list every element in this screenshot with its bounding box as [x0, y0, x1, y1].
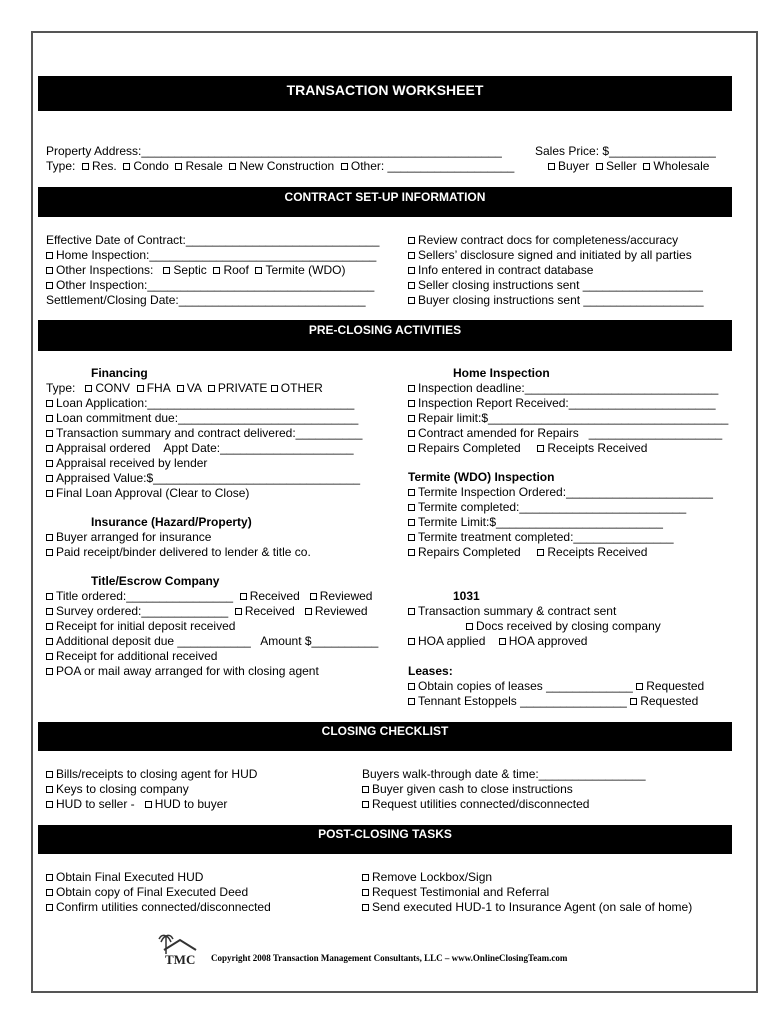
checkbox-condo[interactable]	[123, 163, 130, 170]
testimonial-label: Request Testimonial and Referral	[372, 885, 550, 899]
hoa-row	[408, 634, 587, 649]
financing-item	[46, 486, 249, 501]
copyright-text: Copyright 2008 Transaction Management Consultants, LLC – www.OnlineClosingTeam.com	[211, 953, 568, 963]
checkbox-poa[interactable]	[46, 668, 53, 675]
postclosing-item	[362, 885, 549, 900]
info-entered-label: Info entered in contract database	[418, 263, 594, 277]
contract-right-item	[408, 278, 703, 293]
checkbox-confirm-utilities[interactable]	[46, 904, 53, 911]
other-inspections-row	[46, 263, 345, 278]
sales-price[interactable]: Sales Price: $________________	[535, 144, 716, 158]
inspection-repairs-row	[408, 441, 647, 456]
va-label: VA	[186, 381, 202, 395]
buyer-instructions-field[interactable]: Buyer closing instructions sent __________________	[418, 293, 704, 307]
termite-item	[408, 500, 686, 515]
checkbox-buyer-cash[interactable]	[362, 786, 369, 793]
checkbox-buyer[interactable]	[548, 163, 555, 170]
termite-ordered-field[interactable]: Termite Inspection Ordered:______________________	[418, 485, 713, 499]
exchange-1031-heading: 1031	[453, 589, 480, 603]
contract-right-item	[408, 263, 593, 278]
checkbox-paid-receipt[interactable]	[46, 549, 53, 556]
checkbox-termite-limit[interactable]	[408, 519, 415, 526]
receipt-initial-label: Receipt for initial deposit received	[56, 619, 236, 633]
closing-item	[362, 782, 573, 797]
additional-deposit-field[interactable]: Additional deposit due ___________	[56, 634, 251, 648]
inspection-deadline-field[interactable]: Inspection deadline:_____________________________	[418, 381, 719, 395]
financing-item	[46, 456, 207, 471]
send-hud1-label: Send executed HUD-1 to Insurance Agent (on sale of home)	[372, 900, 693, 914]
checkbox-other-financing[interactable]	[271, 385, 278, 392]
title-received-label: Received	[249, 589, 300, 603]
checkbox-appraisal-ordered[interactable]	[46, 445, 53, 452]
checkbox-termite-repairs-completed[interactable]	[408, 549, 415, 556]
roof-label: Roof	[223, 263, 249, 277]
title-company-heading: Title/Escrow Company	[91, 574, 220, 588]
checkbox-va[interactable]	[177, 385, 184, 392]
termite-limit-field[interactable]: Termite Limit:$_________________________	[418, 515, 663, 529]
keys-label: Keys to closing company	[56, 782, 189, 796]
financing-type-row	[46, 381, 323, 396]
other-financing-label: OTHER	[280, 381, 323, 395]
title-bar	[38, 76, 732, 111]
checkbox-buyer-insurance[interactable]	[46, 534, 53, 541]
checkbox-wholesale[interactable]	[643, 163, 650, 170]
contract-right-item	[408, 233, 678, 248]
financing-item	[46, 411, 358, 426]
checkbox-termite[interactable]	[255, 267, 262, 274]
checkbox-septic[interactable]	[163, 267, 170, 274]
appraised-value-field[interactable]: Appraised Value:$_______________________________	[56, 471, 361, 485]
checkbox-roof[interactable]	[213, 267, 220, 274]
checkbox-final-hud[interactable]	[46, 874, 53, 881]
checkbox-res[interactable]	[82, 163, 89, 170]
checkbox-keys[interactable]	[46, 786, 53, 793]
title-item	[46, 619, 235, 634]
conv-label: CONV	[95, 381, 131, 395]
inspection-item	[408, 411, 728, 426]
checkbox-review-contract[interactable]	[408, 237, 415, 244]
insurance-heading: Insurance (Hazard/Property)	[91, 515, 252, 529]
repair-limit-field[interactable]: Repair limit:$____________________________________	[418, 411, 729, 425]
checkbox-sellers-disclosure[interactable]	[408, 252, 415, 259]
checkbox-termite-ordered[interactable]	[408, 489, 415, 496]
checkbox-1031-summary[interactable]	[408, 608, 415, 615]
checkbox-buyer-instructions[interactable]	[408, 297, 415, 304]
inspection-item	[408, 381, 718, 396]
lease-estoppels-row	[408, 694, 698, 709]
termite-item	[408, 515, 663, 530]
buyer-insurance-label: Buyer arranged for insurance	[56, 530, 212, 544]
tmc-logo-icon	[158, 932, 202, 966]
seller-instructions-field[interactable]: Seller closing instructions sent __________________	[418, 278, 703, 292]
termite-repairs-row	[408, 545, 647, 560]
exchange-docs-label: Docs received by closing company	[476, 619, 661, 633]
checkbox-request-utilities[interactable]	[362, 801, 369, 808]
paid-receipt-label: Paid receipt/binder delivered to lender & title co.	[56, 545, 311, 559]
appraisal-received-label: Appraisal received by lender	[56, 456, 208, 470]
checkbox-survey-received[interactable]	[235, 608, 242, 615]
other-inspection-field[interactable]: Other Inspection:__________________________________	[56, 278, 375, 292]
request-utilities-label: Request utilities connected/disconnected	[372, 797, 590, 811]
checkbox-bills-receipts[interactable]	[46, 771, 53, 778]
checkbox-survey-reviewed[interactable]	[305, 608, 312, 615]
estoppels-field[interactable]: Tennant Estoppels ________________	[418, 694, 627, 708]
type-other-field[interactable]: Other: ___________________	[350, 159, 515, 173]
checkbox-remove-lockbox[interactable]	[362, 874, 369, 881]
survey-reviewed-label: Reviewed	[314, 604, 368, 618]
fha-label: FHA	[146, 381, 171, 395]
estoppels-requested-label: Requested	[640, 694, 699, 708]
survey-ordered-row	[46, 604, 368, 619]
checkbox-conv[interactable]	[85, 385, 92, 392]
termite-item	[408, 485, 713, 500]
checkbox-termite-treatment[interactable]	[408, 534, 415, 541]
amount-field[interactable]: Amount $__________	[260, 634, 379, 648]
inspection-receipts-label: Receipts Received	[547, 441, 648, 455]
contract-amended-field[interactable]: Contract amended for Repairs ____________________	[418, 426, 723, 440]
checkbox-seller-instructions[interactable]	[408, 282, 415, 289]
type-label: Type:	[46, 159, 76, 173]
inspection-item	[408, 426, 722, 441]
inspection-report-field[interactable]: Inspection Report Received:______________________	[418, 396, 716, 410]
hoa-approved-label: HOA approved	[508, 634, 588, 648]
party-seller-label: Seller	[606, 159, 637, 173]
other-inspections-label: Other Inspections:	[56, 263, 154, 277]
closing-item	[46, 767, 257, 782]
svg-text:TMC: TMC	[165, 952, 196, 966]
checkbox-home-inspection[interactable]	[46, 252, 53, 259]
poa-label: POA or mail away arranged for with closing agent	[56, 664, 319, 678]
financing-heading: Financing	[91, 366, 148, 380]
home-inspection-field[interactable]: Home Inspection:__________________________________	[56, 248, 377, 262]
page-title: TRANSACTION WORKSHEET	[286, 82, 484, 98]
final-hud-label: Obtain Final Executed HUD	[56, 870, 204, 884]
financing-item	[46, 471, 360, 486]
termite-item	[408, 530, 674, 545]
leases-requested-label: Requested	[646, 679, 705, 693]
additional-deposit-row	[46, 634, 378, 649]
checkbox-title-reviewed[interactable]	[310, 593, 317, 600]
checkbox-seller[interactable]	[596, 163, 603, 170]
checkbox-termite-receipts[interactable]	[537, 549, 544, 556]
postclosing-item	[46, 885, 248, 900]
checkbox-final-loan-approval[interactable]	[46, 490, 53, 497]
walkthrough-field[interactable]: Buyers walk-through date & time:________________	[362, 767, 646, 781]
checkbox-testimonial[interactable]	[362, 889, 369, 896]
checkbox-transaction-summary[interactable]	[46, 430, 53, 437]
financing-item	[46, 441, 354, 456]
closing-header-label: CLOSING CHECKLIST	[321, 724, 449, 738]
leases-heading: Leases:	[408, 664, 453, 678]
transaction-summary-field[interactable]: Transaction summary and contract delivered:__________	[56, 426, 363, 440]
contract-right-item	[408, 248, 692, 263]
checkbox-repair-limit[interactable]	[408, 415, 415, 422]
hud-row	[46, 797, 227, 812]
checkbox-new-construction[interactable]	[229, 163, 236, 170]
type-condo-label: Condo	[133, 159, 169, 173]
type-res-label: Res.	[92, 159, 117, 173]
sellers-disclosure-label: Sellers’ disclosure signed and initiated by all parties	[418, 248, 692, 262]
checkbox-send-hud1[interactable]	[362, 904, 369, 911]
termite-label: Termite (WDO)	[265, 263, 346, 277]
confirm-utilities-label: Confirm utilities connected/disconnected	[56, 900, 271, 914]
loan-application-field[interactable]: Loan Application:_______________________________	[56, 396, 355, 410]
type-new-construction-label: New Construction	[239, 159, 335, 173]
hoa-applied-label: HOA applied	[418, 634, 486, 648]
review-contract-label: Review contract docs for completeness/accuracy	[418, 233, 679, 247]
appraisal-ordered-field[interactable]: Appraisal ordered Appt Date:____________________	[56, 441, 354, 455]
checkbox-other[interactable]	[341, 163, 348, 170]
preclosing-header-label: PRE-CLOSING ACTIVITIES	[308, 323, 462, 337]
checkbox-private[interactable]	[208, 385, 215, 392]
postclosing-item	[362, 900, 692, 915]
survey-received-label: Received	[244, 604, 295, 618]
checkbox-contract-amended[interactable]	[408, 430, 415, 437]
title-item	[46, 649, 217, 664]
postclosing-item	[46, 900, 271, 915]
private-label: PRIVATE	[217, 381, 268, 395]
checkbox-inspection-receipts[interactable]	[537, 445, 544, 452]
checkbox-1031-docs[interactable]	[466, 623, 473, 630]
party-wholesale-label: Wholesale	[653, 159, 710, 173]
checkbox-appraised-value[interactable]	[46, 475, 53, 482]
final-deed-label: Obtain copy of Final Executed Deed	[56, 885, 249, 899]
checkbox-leases-requested[interactable]	[636, 683, 643, 690]
checkbox-inspection-repairs-completed[interactable]	[408, 445, 415, 452]
financing-item	[46, 426, 362, 441]
insurance-item	[46, 545, 311, 560]
closing-item	[362, 797, 589, 812]
postclosing-header	[38, 825, 732, 854]
home-inspection-heading: Home Inspection	[453, 366, 550, 380]
postclosing-item	[362, 870, 492, 885]
party-row	[548, 159, 709, 174]
inspection-repairs-label: Repairs Completed	[418, 441, 521, 455]
type-resale-label: Resale	[185, 159, 223, 173]
financing-item	[46, 396, 354, 411]
termite-heading: Termite (WDO) Inspection	[408, 470, 555, 484]
title-ordered-field[interactable]: Title ordered:________________	[56, 589, 234, 603]
checkbox-loan-application[interactable]	[46, 400, 53, 407]
checkbox-inspection-deadline[interactable]	[408, 385, 415, 392]
effective-date-field[interactable]: Effective Date of Contract:_____________________________	[46, 233, 380, 247]
property-address[interactable]: Property Address:______________________________________________________	[46, 144, 502, 158]
title-item	[46, 664, 319, 679]
obtain-leases-field[interactable]: Obtain copies of leases _____________	[418, 679, 633, 693]
termite-receipts-label: Receipts Received	[547, 545, 648, 559]
buyer-cash-label: Buyer given cash to close instructions	[372, 782, 573, 796]
financing-type-label: Type:	[46, 381, 76, 395]
checkbox-hoa-applied[interactable]	[408, 638, 415, 645]
checkbox-resale[interactable]	[175, 163, 182, 170]
checkbox-inspection-report[interactable]	[408, 400, 415, 407]
checkbox-receipt-additional[interactable]	[46, 653, 53, 660]
septic-label: Septic	[173, 263, 207, 277]
checkbox-loan-commitment[interactable]	[46, 415, 53, 422]
checkbox-estoppels-requested[interactable]	[630, 698, 637, 705]
checkbox-other-inspections[interactable]	[46, 267, 53, 274]
termite-completed-field[interactable]: Termite completed:_________________________	[418, 500, 687, 514]
closing-header	[38, 722, 732, 751]
contract-right-item	[408, 293, 704, 308]
checkbox-termite-completed[interactable]	[408, 504, 415, 511]
termite-treatment-field[interactable]: Termite treatment completed:_______________	[418, 530, 674, 544]
remove-lockbox-label: Remove Lockbox/Sign	[372, 870, 493, 884]
party-buyer-label: Buyer	[558, 159, 590, 173]
checkbox-additional-deposit[interactable]	[46, 638, 53, 645]
receipt-additional-label: Receipt for additional received	[56, 649, 218, 663]
checkbox-appraisal-received[interactable]	[46, 460, 53, 467]
termite-repairs-label: Repairs Completed	[418, 545, 521, 559]
contract-header	[38, 187, 732, 217]
checkbox-hud-buyer[interactable]	[145, 801, 152, 808]
inspection-item	[408, 396, 716, 411]
exchange-summary-label: Transaction summary & contract sent	[418, 604, 617, 618]
closing-item	[46, 782, 189, 797]
type-row	[46, 159, 514, 174]
checkbox-tennant-estoppels[interactable]	[408, 698, 415, 705]
insurance-item	[46, 530, 211, 545]
postclosing-item	[46, 870, 203, 885]
checkbox-hoa-approved[interactable]	[499, 638, 506, 645]
other-inspection-row	[46, 278, 374, 293]
lease-obtain-row	[408, 679, 704, 694]
checkbox-other-inspection[interactable]	[46, 282, 53, 289]
loan-commitment-field[interactable]: Loan commitment due:___________________________	[56, 411, 359, 425]
checkbox-obtain-leases[interactable]	[408, 683, 415, 690]
title-reviewed-label: Reviewed	[319, 589, 373, 603]
hud-buyer-label: HUD to buyer	[154, 797, 228, 811]
checkbox-final-deed[interactable]	[46, 889, 53, 896]
settlement-date-field[interactable]: Settlement/Closing Date:____________________________	[46, 293, 366, 307]
preclosing-header	[38, 320, 732, 351]
checkbox-hud-seller[interactable]	[46, 801, 53, 808]
hud-seller-label: HUD to seller -	[56, 797, 135, 811]
final-loan-approval-label: Final Loan Approval (Clear to Close)	[56, 486, 250, 500]
home-inspection-row	[46, 248, 376, 263]
postclosing-header-label: POST-CLOSING TASKS	[318, 827, 452, 841]
bills-receipts-label: Bills/receipts to closing agent for HUD	[56, 767, 258, 781]
exchange-item	[466, 619, 661, 634]
checkbox-title-ordered[interactable]	[46, 593, 53, 600]
contract-header-label: CONTRACT SET-UP INFORMATION	[284, 190, 486, 204]
checkbox-survey-ordered[interactable]	[46, 608, 53, 615]
checkbox-fha[interactable]	[137, 385, 144, 392]
survey-ordered-field[interactable]: Survey ordered:_____________	[56, 604, 229, 618]
title-ordered-row	[46, 589, 372, 604]
checkbox-title-received[interactable]	[240, 593, 247, 600]
exchange-item	[408, 604, 616, 619]
checkbox-info-entered[interactable]	[408, 267, 415, 274]
checkbox-receipt-initial[interactable]	[46, 623, 53, 630]
